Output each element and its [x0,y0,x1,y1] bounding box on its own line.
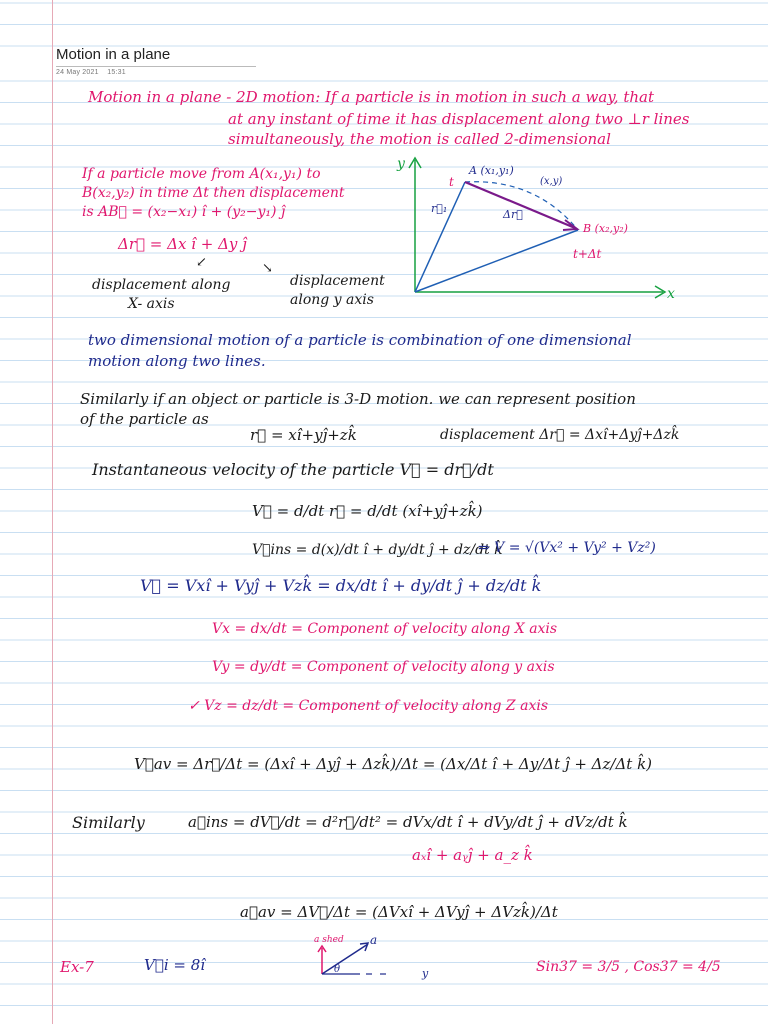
x-axis-label: x [667,286,675,302]
particle-text-1: If a particle move from A(x₁,y₁) to [82,166,321,182]
arrow-right: ↘ [262,261,273,276]
margin-line [52,0,53,1024]
two-dim-line-2: motion along two lines. [88,352,266,370]
page-title[interactable]: Motion in a plane [56,46,171,63]
point-b-label: B (x₂,y₂) [583,222,628,235]
displacement-diagram [385,150,695,305]
average-acceleration-eq: a⃗av = ΔV⃗/Δt = (ΔVxî + ΔVyĵ + ΔVzk̂)/Δt [240,903,558,921]
r1-label: r⃗₁ [431,202,448,215]
y-axis-label: y [397,156,405,172]
delta-r-label: Δr⃗ [503,208,523,221]
definition-line-2: at any instant of time it has displacement along two ⊥r lines [228,110,690,128]
displacement-3d-eq: displacement Δr⃗ = Δxî+Δyĵ+Δzk̂ [440,427,680,443]
similarly-label: Similarly [72,813,145,832]
three-d-line-1: Similarly if an object or particle is 3-D motion. we can represent position [80,390,636,408]
point-a-label: A (x₁,y₁) [469,164,514,177]
example-sketch [310,930,430,980]
velocity-components-eq: V⃗ = Vxî + Vyĵ + Vzk̂ = dx/dt î + dy/dt ĵ + dz/dt k̂ [140,576,542,595]
page-timestamp [56,69,126,76]
position-vector-eq: r⃗ = xî+yĵ+zk̂ [250,426,357,444]
delta-r-equation: Δr⃗ = Δx î + Δy ĵ [118,235,247,253]
sketch-a-label: a [370,933,378,947]
particle-text-2: B(x₂,y₂) in time Δt then displacement [82,185,345,201]
three-d-line-2: of the particle as [80,410,209,428]
velocity-derivative-eq: V⃗ = d/dt r⃗ = d/dt (xî+yĵ+zk̂) [252,502,483,520]
sketch-ashed-label: a shed [314,935,344,945]
along-x-text-1: displacement along [92,277,231,293]
time-t-dt-label: t+Δt [573,247,602,261]
point-xy-label: (x,y) [540,176,563,187]
sin-cos-values: Sin37 = 3/5 , Cos37 = 4/5 [536,959,721,975]
velocity-ins-eq: V⃗ins = d(x)/dt î + dy/dt ĵ + dz/dt k̂ [252,542,503,558]
two-dim-line-1: two dimensional motion of a particle is combination of one dimensional [88,331,632,349]
initial-velocity: V⃗i = 8î [144,956,206,974]
sketch-y-label: y [422,967,429,980]
time-t-label: t [449,175,454,189]
definition-line-3: simultaneously, the motion is called 2-dimensional [228,130,611,148]
velocity-magnitude-eq: ⇒ V = √(Vx² + Vy² + Vz²) [478,540,656,556]
instantaneous-velocity-heading: Instantaneous velocity of the particle V⃗ = dr⃗/dt [92,460,494,479]
vz-component: ✓ Vz = dz/dt = Component of velocity along Z axis [188,698,549,714]
sketch-theta-label: θ [334,964,341,975]
along-y-text-2: along y axis [290,292,374,308]
definition-line-1: Motion in a plane - 2D motion: If a particle is in motion in such a way, that [88,88,654,106]
average-velocity-eq: V⃗av = Δr⃗/Δt = (Δxî + Δyĵ + Δzk̂)/Δt = (Δx/Δt î + Δy/Δt ĵ + Δz/Δt k̂) [134,755,653,773]
title-underline [56,66,256,67]
along-y-text-1: displacement [290,273,385,289]
along-x-text-2: X- axis [128,296,175,312]
page-time: 15:31 [107,69,126,76]
example-label: Ex-7 [60,958,94,976]
vx-component: Vx = dx/dt = Component of velocity along X axis [212,621,558,637]
sketch-angled-arrow [322,944,368,974]
page-date: 24 May 2021 [56,69,99,76]
acceleration-components: aₓî + aᵧĵ + a_z k̂ [412,846,533,864]
vy-component: Vy = dy/dt = Component of velocity along y axis [212,659,555,675]
acceleration-ins-eq: a⃗ins = dV⃗/dt = d²r⃗/dt² = dVx/dt î + dVy/dt ĵ + dVz/dt k̂ [188,813,628,831]
arrow-down-left: ↙ [196,255,207,270]
particle-text-3: is AB⃗ = (x₂−x₁) î + (y₂−y₁) ĵ [82,204,286,220]
